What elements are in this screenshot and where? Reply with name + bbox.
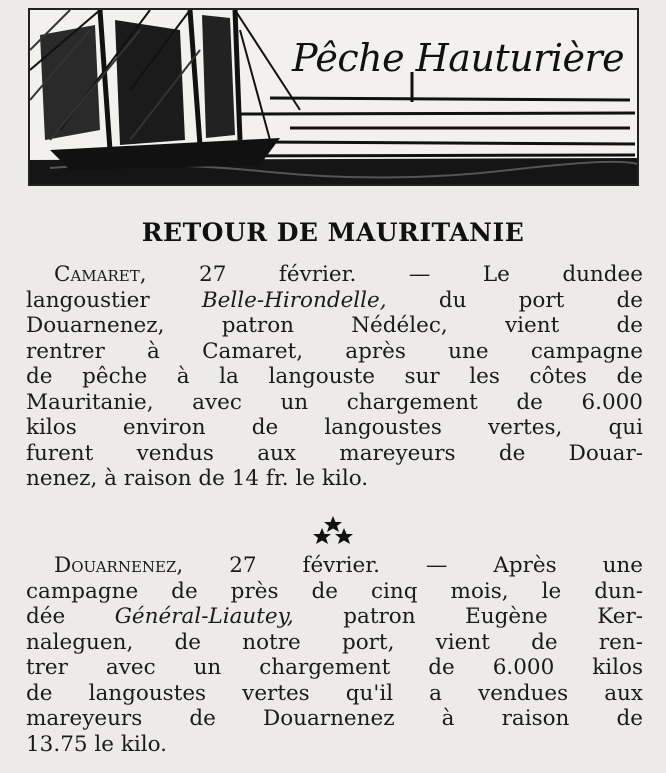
asterism-separator <box>0 512 666 546</box>
article-douarnenez <box>26 553 643 757</box>
article-line: campagne de près de cinq mois, le dun- <box>26 578 643 604</box>
article-line: trer avec un chargement de 6.000 kilos <box>26 655 643 680</box>
dateline-place: Camaret <box>54 262 140 287</box>
article-line: kilos environ de langoustes vertes, qui <box>26 415 643 440</box>
article-line <box>26 604 643 630</box>
article-headline: RETOUR DE MAURITANIE <box>141 218 525 247</box>
article-line: de langoustes vertes qu'il a vendues aux <box>26 680 643 706</box>
text-span: du port de <box>386 287 643 313</box>
text-span: patron Eugène Ker- <box>293 604 643 629</box>
article-line: de pêche à la langouste sur les côtes de <box>26 364 643 389</box>
star-icon <box>313 516 353 544</box>
boat-name: Général-Liautey, <box>114 604 294 629</box>
article-line: Mauritanie, avec un chargement de 6.000 <box>26 389 643 415</box>
article-line: mareyeurs de Douarnenez à raison de <box>26 706 643 731</box>
dateline-place: Douarnenez <box>54 553 177 578</box>
article-line: 13.75 le kilo. <box>26 731 167 757</box>
article-line: nenez, à raison de 14 fr. le kilo. <box>26 466 369 491</box>
dateline-text: , 27 février. — Après une <box>176 553 643 578</box>
banner-title: Pêche Hauturière <box>292 36 625 80</box>
article-line <box>26 288 643 314</box>
article-line: Douarnenez, patron Nédélec, vient de <box>26 313 643 338</box>
article-line: naleguen, de notre port, vient de ren- <box>26 629 643 655</box>
article-camaret <box>26 262 643 492</box>
article-line <box>26 262 643 288</box>
article-line: furent vendus aux mareyeurs de Douar- <box>26 440 643 466</box>
dateline-text: , 27 février. — Le dundee <box>139 262 643 287</box>
article-line: rentrer à Camaret, après une campagne <box>26 338 643 364</box>
text-span: dée <box>26 604 115 629</box>
article-line <box>26 553 643 579</box>
boat-name: Belle-Hirondelle, <box>201 287 387 313</box>
section-banner <box>28 8 639 186</box>
text-span: langoustier <box>26 287 202 313</box>
